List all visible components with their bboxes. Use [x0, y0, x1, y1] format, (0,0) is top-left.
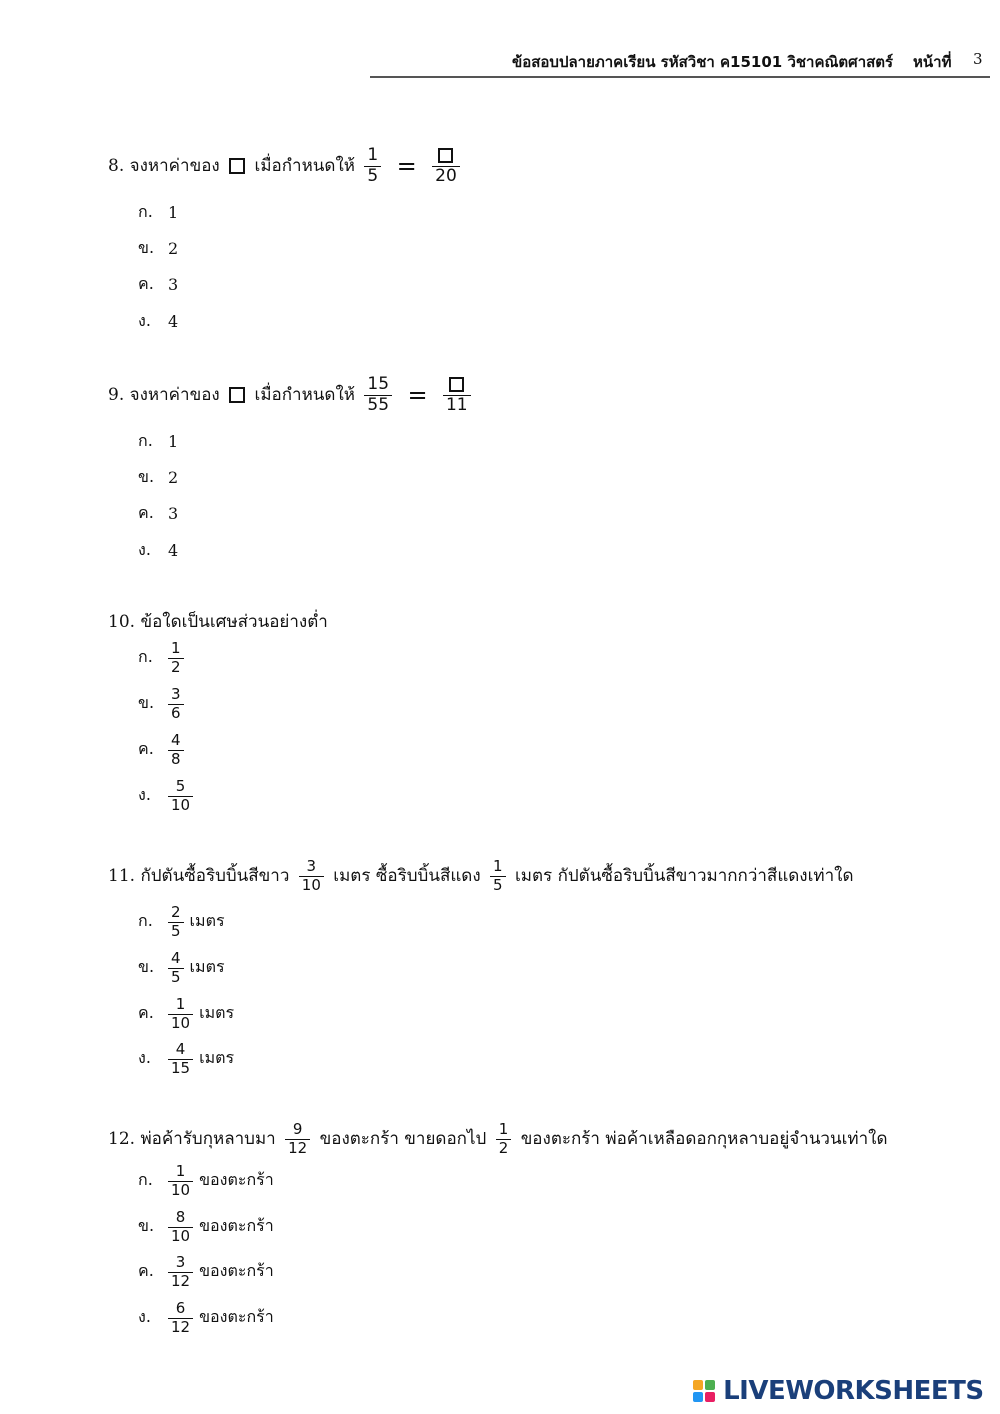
numerator: 1 — [168, 996, 193, 1015]
question-number: 10. — [108, 611, 136, 632]
numerator: 1 — [168, 640, 184, 659]
option-label: ข. — [138, 467, 155, 486]
option-8b[interactable] — [138, 236, 178, 261]
numerator: 2 — [168, 904, 184, 923]
numerator: 3 — [299, 858, 324, 877]
option-8a[interactable] — [138, 200, 178, 225]
question-text-cont: เมื่อกำหนดให้ — [254, 156, 355, 177]
option-fraction — [168, 686, 184, 721]
option-label: ง. — [138, 785, 151, 804]
option-fraction — [168, 732, 184, 767]
option-value: 4 — [168, 312, 179, 331]
denominator: 10 — [171, 1013, 191, 1032]
option-value: 1 — [168, 203, 179, 222]
option-label: ง. — [138, 540, 151, 559]
question-text-cont: เมตร ซื้อริบบิ้นสีแดง — [333, 866, 481, 886]
question-text: ข้อใดเป็นเศษส่วนอย่างต่ำ — [140, 612, 328, 632]
equation-right-fraction — [432, 146, 460, 185]
option-12a[interactable] — [138, 1163, 274, 1198]
numerator: 4 — [168, 950, 184, 969]
question-number: 11. — [108, 865, 136, 886]
option-10b[interactable] — [138, 686, 188, 721]
denominator: 5 — [493, 875, 503, 894]
option-12b[interactable] — [138, 1209, 274, 1244]
question-text-cont: ของตะกร้า ขายดอกไป — [319, 1129, 487, 1149]
numerator: 15 — [364, 375, 392, 396]
numerator: 4 — [168, 1041, 193, 1060]
option-label: ง. — [138, 1048, 151, 1067]
option-8c[interactable] — [138, 272, 178, 297]
denominator: 12 — [288, 1138, 308, 1157]
page-number: 3 — [973, 50, 983, 68]
denominator: 5 — [367, 165, 379, 186]
denominator: 20 — [435, 165, 457, 186]
denominator: 10 — [171, 1226, 191, 1245]
option-label: ง. — [138, 1307, 151, 1326]
denominator: 5 — [171, 967, 181, 986]
option-fraction — [168, 1163, 193, 1198]
option-value: 3 — [168, 504, 179, 523]
logo-text: LIVEWORKSHEETS — [723, 1376, 984, 1406]
numerator: 1 — [496, 1121, 512, 1140]
question-fraction — [285, 1121, 310, 1156]
numerator: 3 — [168, 686, 184, 705]
option-unit: ของตะกร้า — [199, 1307, 274, 1326]
option-11b[interactable] — [138, 950, 225, 985]
denominator: 10 — [301, 875, 321, 894]
denominator: 15 — [171, 1058, 191, 1077]
option-10a[interactable] — [138, 640, 188, 675]
option-value: 3 — [168, 275, 179, 294]
numerator: 8 — [168, 1209, 193, 1228]
option-9d[interactable] — [138, 538, 178, 563]
option-value: 4 — [168, 541, 179, 560]
option-9a[interactable] — [138, 429, 178, 454]
question-fraction — [490, 858, 506, 893]
option-label: ข. — [138, 238, 155, 257]
question-text: พ่อค้ารับกุหลาบมา — [140, 1129, 276, 1149]
option-unit: ของตะกร้า — [199, 1261, 274, 1280]
denominator: 2 — [498, 1138, 509, 1157]
question-number: 12. — [108, 1128, 136, 1149]
numerator: 5 — [168, 778, 193, 797]
option-fraction — [168, 1041, 193, 1076]
denominator: 6 — [171, 703, 181, 722]
option-11d[interactable] — [138, 1041, 234, 1076]
option-12d[interactable] — [138, 1300, 274, 1335]
denominator: 12 — [171, 1317, 191, 1336]
numerator: 1 — [364, 146, 381, 167]
denominator: 10 — [171, 1180, 191, 1199]
liveworksheets-logo-icon — [693, 1380, 715, 1402]
question-number: 9. — [108, 384, 125, 405]
question-8 — [108, 146, 464, 185]
denominator: 12 — [171, 1271, 191, 1290]
option-fraction — [168, 996, 193, 1031]
option-label: ค. — [138, 1003, 154, 1022]
question-text: จงหาค่าของ — [129, 156, 220, 177]
denominator: 5 — [171, 921, 181, 940]
option-fraction — [168, 640, 184, 675]
option-label: ก. — [138, 202, 153, 221]
option-label: ข. — [138, 1216, 155, 1235]
option-label: ค. — [138, 274, 154, 293]
denominator: 10 — [171, 795, 191, 814]
option-label: ก. — [138, 431, 153, 450]
question-fraction — [299, 858, 324, 893]
option-9b[interactable] — [138, 465, 178, 490]
question-text-end: ของตะกร้า พ่อค้าเหลือดอกกุหลาบอยู่จำนวนเท่าใด — [520, 1129, 888, 1149]
option-fraction — [168, 1300, 193, 1335]
denominator: 8 — [171, 749, 181, 768]
option-9c[interactable] — [138, 501, 178, 526]
option-label: ข. — [138, 957, 155, 976]
option-unit: เมตร — [199, 1003, 235, 1022]
question-text-cont: เมื่อกำหนดให้ — [254, 385, 355, 406]
option-11a[interactable] — [138, 904, 225, 939]
blank-box-icon — [438, 148, 453, 163]
option-fraction — [168, 904, 184, 939]
equals-sign: = — [407, 380, 428, 409]
question-fraction — [496, 1121, 512, 1156]
option-label: ก. — [138, 647, 153, 666]
denominator: 11 — [445, 394, 468, 415]
option-unit: เมตร — [199, 1048, 235, 1067]
equation-left-fraction — [364, 146, 381, 185]
liveworksheets-logo — [693, 1376, 993, 1406]
equation-left-fraction — [364, 375, 392, 414]
question-text: กัปตันซื้อริบบิ้นสีขาว — [140, 866, 290, 886]
option-label: ค. — [138, 739, 154, 758]
numerator: 1 — [168, 1163, 193, 1182]
equals-sign: = — [396, 151, 417, 180]
option-11c[interactable] — [138, 996, 234, 1031]
option-label: ข. — [138, 693, 155, 712]
option-unit: ของตะกร้า — [199, 1216, 274, 1235]
option-unit: เมตร — [189, 957, 225, 976]
question-9 — [108, 375, 475, 414]
option-fraction — [168, 1254, 193, 1289]
page-label: หน้าที่ — [913, 53, 952, 71]
numerator: 4 — [168, 732, 184, 751]
page-header — [370, 46, 990, 78]
option-10d[interactable] — [138, 778, 197, 813]
option-label: ง. — [138, 311, 151, 330]
option-value: 2 — [168, 468, 179, 487]
option-value: 2 — [168, 239, 179, 258]
numerator: 3 — [168, 1254, 193, 1273]
denominator: 2 — [171, 657, 181, 676]
equation-right-fraction — [443, 375, 471, 414]
option-8d[interactable] — [138, 309, 178, 334]
option-fraction — [168, 950, 184, 985]
numerator: 6 — [168, 1300, 193, 1319]
question-12 — [108, 1121, 888, 1156]
option-fraction — [168, 1209, 193, 1244]
blank-box-icon — [229, 387, 245, 403]
numerator: 1 — [490, 858, 506, 877]
question-10 — [108, 608, 328, 635]
option-value: 1 — [168, 432, 179, 451]
question-text: จงหาค่าของ — [129, 385, 220, 406]
option-label: ค. — [138, 503, 154, 522]
option-label: ก. — [138, 911, 153, 930]
option-label: ค. — [138, 1261, 154, 1280]
option-12c[interactable] — [138, 1254, 274, 1289]
exam-title: ข้อสอบปลายภาคเรียน รหัสวิชา ค15101 วิชาคณิตศาสตร์ — [512, 53, 894, 71]
option-unit: ของตะกร้า — [199, 1170, 274, 1189]
question-number: 8. — [108, 155, 125, 176]
option-unit: เมตร — [189, 911, 225, 930]
numerator: 9 — [285, 1121, 310, 1140]
option-fraction — [168, 778, 193, 813]
blank-box-icon — [449, 377, 464, 392]
option-label: ก. — [138, 1170, 153, 1189]
denominator: 55 — [367, 394, 390, 415]
option-10c[interactable] — [138, 732, 188, 767]
question-text-end: เมตร กัปตันซื้อริบบิ้นสีขาวมากกว่าสีแดงเท่าใด — [515, 866, 854, 886]
blank-box-icon — [229, 158, 245, 174]
question-11 — [108, 858, 854, 893]
